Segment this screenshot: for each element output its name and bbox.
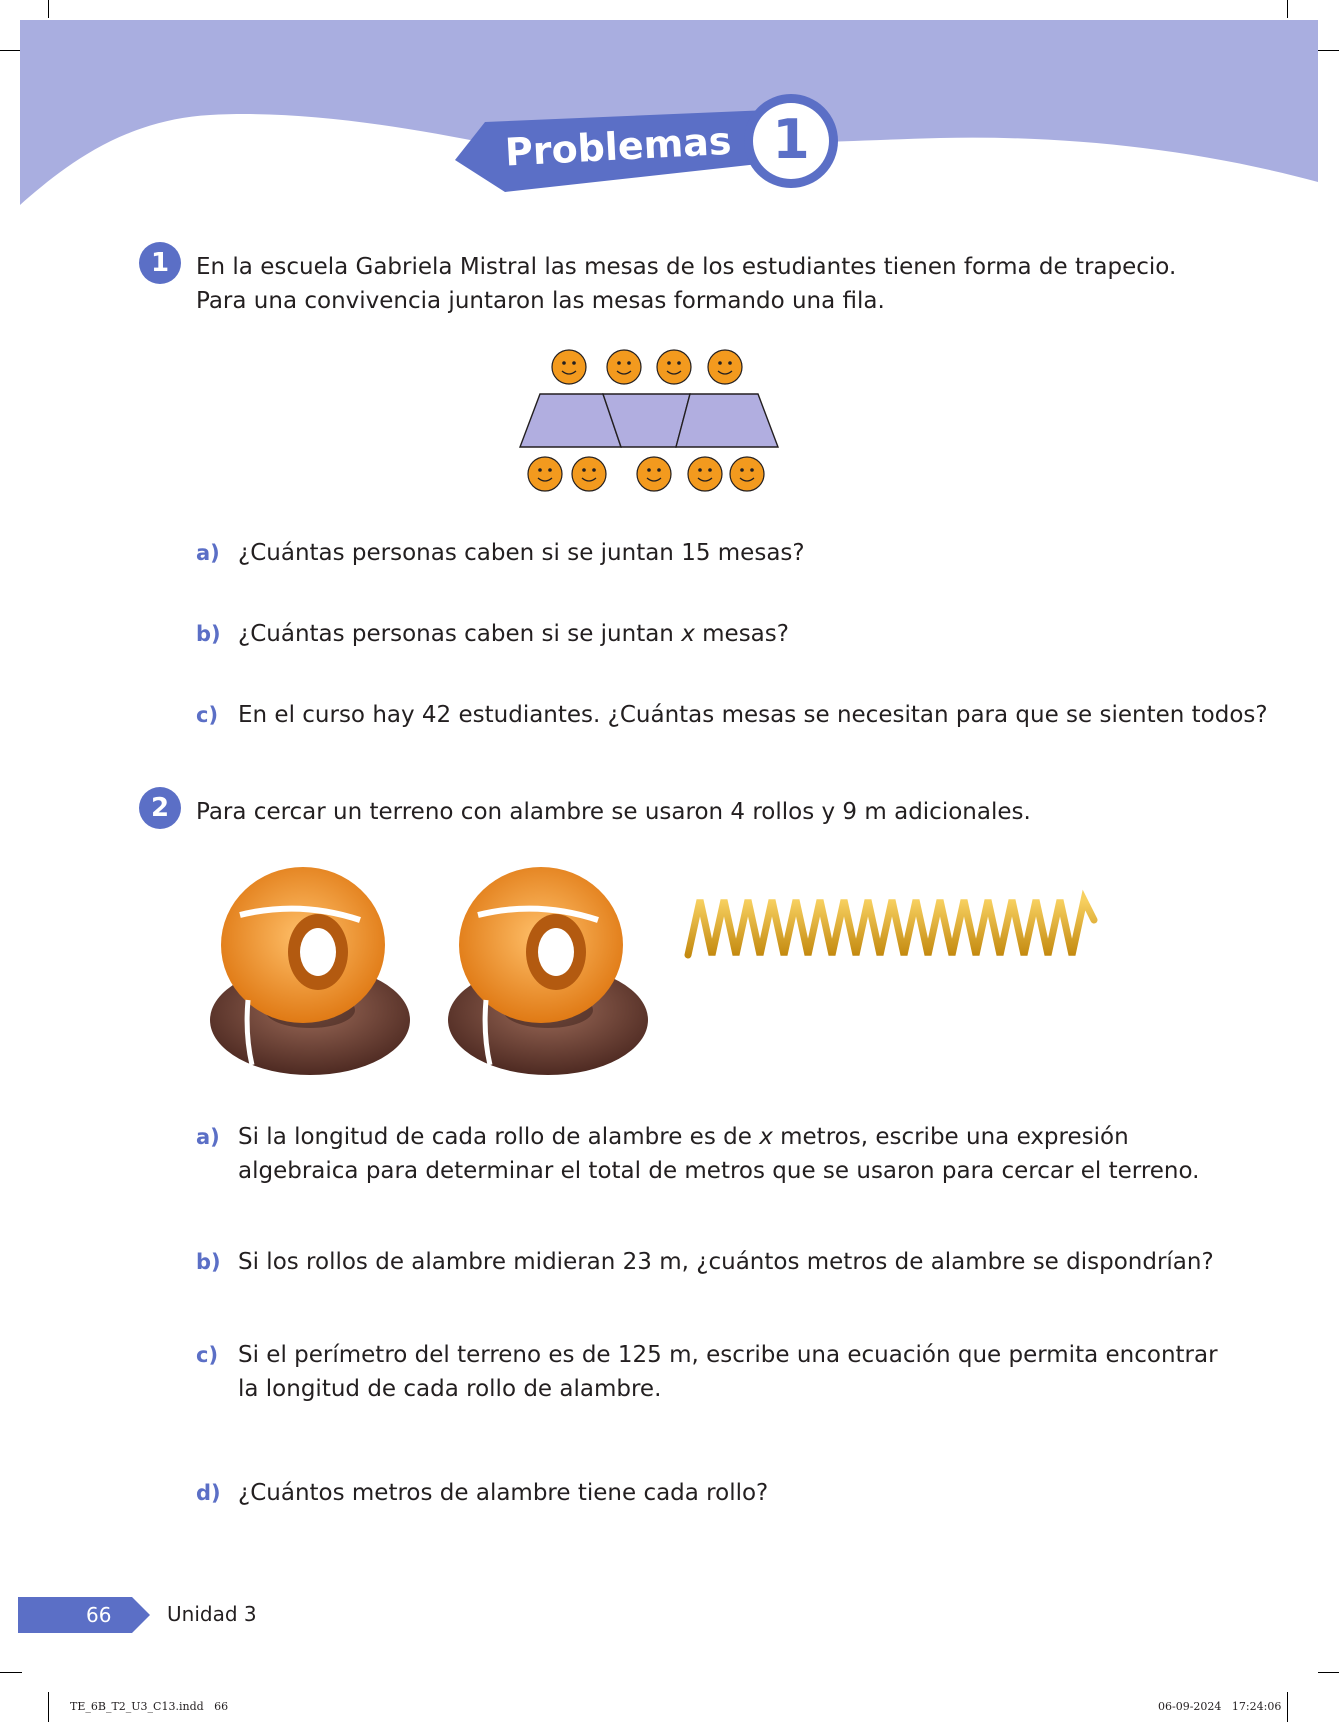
question-letter: a) <box>196 1125 220 1149</box>
unit-label: Unidad 3 <box>167 1602 257 1626</box>
problem-2-statement: Para cercar un terreno con alambre se usaron 4 rollos y 9 m adicionales. <box>196 799 1031 825</box>
question-2d: ¿Cuántos metros de alambre tiene cada rollo? <box>238 1480 769 1506</box>
question-1b <box>238 617 789 651</box>
question-2c <box>238 1338 1238 1406</box>
page-title: Problemas <box>503 118 733 175</box>
crop-mark <box>1287 1692 1288 1722</box>
question-text: Si la longitud de cada rollo de alambre es de <box>238 1124 760 1150</box>
wire-rolls-figure <box>200 860 1100 1080</box>
question-text: metros, escribe una expresión <box>772 1124 1129 1150</box>
trapezoid-tables-figure <box>510 345 790 495</box>
question-letter: d) <box>196 1481 221 1505</box>
question-letter: b) <box>196 622 221 646</box>
smiley-icon <box>552 350 586 384</box>
question-text: algebraica para determinar el total de metros que se usaron para cercar el terreno. <box>238 1158 1200 1184</box>
crop-mark <box>48 1692 49 1722</box>
question-text: Si el perímetro del terreno es de 125 m, escribe una ecuación que permita encontrar <box>238 1342 1218 1368</box>
smiley-icon <box>657 350 691 384</box>
question-text: mesas? <box>694 621 789 647</box>
question-letter: c) <box>196 1343 219 1367</box>
wire-roll-icon <box>448 867 648 1075</box>
question-2b: Si los rollos de alambre midieran 23 m, ¿cuántos metros de alambre se dispondrían? <box>238 1249 1214 1275</box>
spring-coil-icon <box>688 900 1094 955</box>
question-1c: En el curso hay 42 estudiantes. ¿Cuántas mesas se necesitan para que se sienten todos? <box>238 702 1268 728</box>
crop-mark <box>1318 1672 1339 1673</box>
question-letter: a) <box>196 541 220 565</box>
file-slug: TE_6B_T2_U3_C13.indd 66 <box>70 1700 229 1713</box>
question-letter: c) <box>196 703 219 727</box>
crop-mark <box>0 1672 22 1673</box>
smiley-icon <box>688 457 722 491</box>
smiley-icon <box>528 457 562 491</box>
question-letter: b) <box>196 1250 221 1274</box>
smiley-icon <box>730 457 764 491</box>
smiley-icon <box>607 350 641 384</box>
page-number: 66 <box>86 1603 112 1627</box>
statement-line: Para una convivencia juntaron las mesas formando una fila. <box>196 288 885 314</box>
smiley-icon <box>708 350 742 384</box>
title-number: 1 <box>772 108 810 171</box>
smiley-icon <box>637 457 671 491</box>
trapezoid-table <box>676 394 778 447</box>
variable: x <box>759 1124 773 1150</box>
question-text: la longitud de cada rollo de alambre. <box>238 1376 662 1402</box>
variable: x <box>681 621 695 647</box>
problem-number-2: 2 <box>139 787 181 829</box>
statement-line: En la escuela Gabriela Mistral las mesas de los estudiantes tienen forma de trapecio. <box>196 254 1177 280</box>
question-text: ¿Cuántas personas caben si se juntan <box>238 621 682 647</box>
wire-roll-icon <box>210 867 410 1075</box>
question-2a <box>238 1120 1238 1188</box>
problem-1-statement <box>196 250 1196 318</box>
smiley-icon <box>572 457 606 491</box>
question-1a: ¿Cuántas personas caben si se juntan 15 mesas? <box>238 540 805 566</box>
header-band <box>0 0 1339 220</box>
problem-number-1: 1 <box>139 242 181 284</box>
timestamp: 06-09-2024 17:24:06 <box>1158 1700 1282 1713</box>
